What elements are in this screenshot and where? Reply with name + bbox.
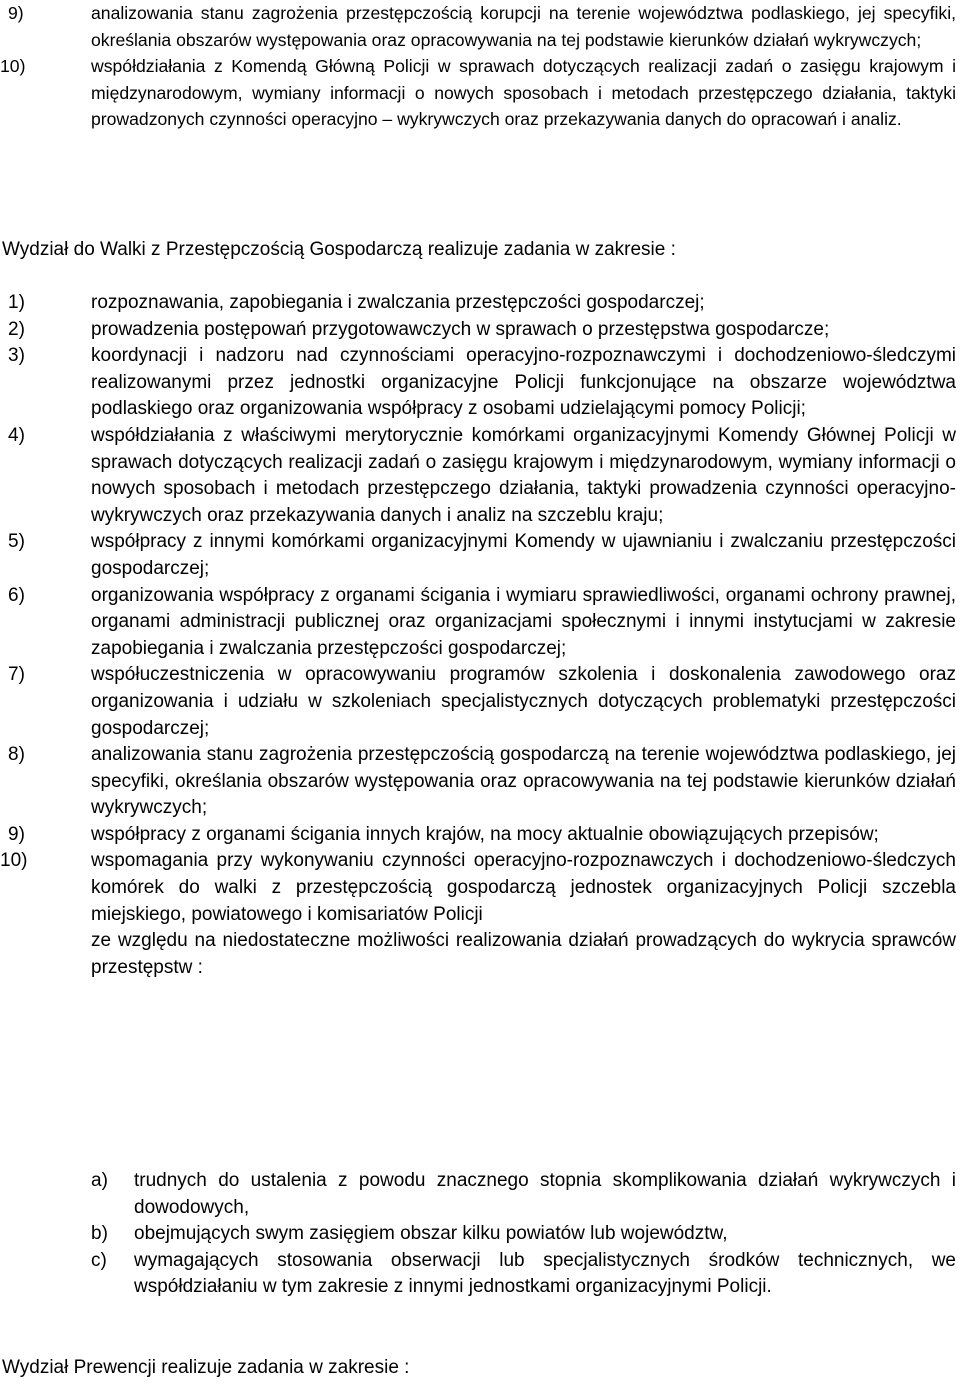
sub-list-item-text: wymagających stosowania obserwacji lub specjalistycznych środków technicznych, we współdziałaniu w tym zakresie z innymi jednostkami organizacyjnymi Policji. xyxy=(134,1249,956,1298)
list-item-text: współdziałania z właściwymi merytorycznie komórkami organizacyjnymi Komendy Głównej Policji w sprawach dotyczących realizacji zadań o zasięgu krajowym i międzynarodowym, wymiany informacji o nowych sposobach i metodach przestępczego działania, taktyki prowadzenia czynności operacyjno-wykrywczych oraz przekazywania danych i analiz na szczeblu kraju; xyxy=(91,424,956,526)
list-item-number: 1) xyxy=(8,292,25,313)
list-item xyxy=(0,742,960,822)
list-item-text: współuczestniczenia w opracowywaniu programów szkolenia i doskonalenia zawodowego oraz organizowania i udziału w szkoleniach specjalistycznych dotyczących problematyki przestępczości gospodarczej; xyxy=(91,664,956,739)
list-item-number: 3) xyxy=(8,345,25,367)
list-item xyxy=(0,343,960,423)
list-item xyxy=(0,662,960,742)
sub-list-item-letter: a) xyxy=(91,1170,108,1191)
sub-item-list xyxy=(0,1168,960,1301)
list-item-number: 8) xyxy=(8,744,25,766)
list-item xyxy=(0,290,960,317)
list-item xyxy=(0,317,960,344)
list-item xyxy=(0,529,960,582)
economic-crime-task-list xyxy=(0,290,960,981)
list-item-number: 10) xyxy=(0,850,28,872)
continuation-paragraph: ze względu na niedostateczne możliwości realizowania działań prowadzących do wykrycia sprawców przestępstw : xyxy=(91,930,956,978)
list-item xyxy=(0,423,960,529)
list-item xyxy=(0,53,960,133)
section-heading-economic-crime: Wydział do Walki z Przestępczością Gospodarczą realizuje zadania w zakresie : xyxy=(2,239,676,260)
sub-list-item-text: obejmujących swym zasięgiem obszar kilku powiatów lub województw, xyxy=(134,1223,728,1245)
list-item xyxy=(0,848,960,928)
list-item-text: wspomagania przy wykonywaniu czynności operacyjno-rozpoznawczych i dochodzeniowo-śledczych komórek do walki z przestępczością gospodarczą jednostek organizacyjnych Policji szczebla miejskiego, powiatowego i komisariatów Policji xyxy=(91,850,956,925)
list-item-number: 7) xyxy=(8,664,25,686)
list-item-number: 2) xyxy=(8,318,25,340)
list-item-text: analizowania stanu zagrożenia przestępczością korupcji na terenie województwa podlaskiego, jej specyfiki, określania obszarów występowania oraz opracowywania na tej podstawie kierunków działań wykrywczych; xyxy=(91,3,956,50)
list-item xyxy=(0,583,960,663)
list-item-text: współpracy z organami ścigania innych krajów, na mocy aktualnie obowiązujących przepisów; xyxy=(91,823,879,845)
list-item xyxy=(0,822,960,849)
list-item-number: 6) xyxy=(8,584,25,606)
list-item-number: 9) xyxy=(8,3,24,23)
list-item xyxy=(0,0,960,53)
list-item-number: 9) xyxy=(8,823,25,845)
list-item-text: prowadzenia postępowań przygotowawczych w sprawach o przestępstwa gospodarcze; xyxy=(91,318,830,340)
list-item-number: 4) xyxy=(8,424,25,446)
list-item-text: współpracy z innymi komórkami organizacyjnymi Komendy w ujawnianiu i zwalczaniu przestępczości gospodarczej; xyxy=(91,531,956,579)
previous-section-list xyxy=(0,0,960,133)
sub-list-item-text: trudnych do ustalenia z powodu znacznego stopnia skomplikowania działań wykrywczych i dowodowych, xyxy=(134,1170,956,1218)
list-item-text: organizowania współpracy z organami ścigania i wymiaru sprawiedliwości, organami ochrony prawnej, organami administracji publicznej oraz organizacjami społecznymi i innymi instytucjami w zakresie zapobiegania i zwalczania przestępczości gospodarczej; xyxy=(91,584,956,659)
list-item-text: analizowania stanu zagrożenia przestępczością gospodarczą na terenie województwa podlaskiego, jej specyfiki, określania obszarów występowania oraz opracowywania na tej podstawie kierunków działań wykrywczych; xyxy=(91,744,956,819)
list-item-number: 5) xyxy=(8,531,25,553)
list-item-number: 10) xyxy=(0,56,26,77)
list-item-text: koordynacji i nadzoru nad czynnościami operacyjno-rozpoznawczymi i dochodzeniowo-śledczymi realizowanymi przez jednostki organizacyjne Policji funkcjonujące na obszarze województwa podlaskiego oraz organizowania współpracy z osobami udzielającymi pomocy Policji; xyxy=(91,345,956,420)
sub-list-item-letter: b) xyxy=(91,1223,108,1245)
sub-list-item xyxy=(0,1168,960,1221)
section-heading-prevention: Wydział Prewencji realizuje zadania w zakresie : xyxy=(2,1357,410,1378)
list-item-text: współdziałania z Komendą Główną Policji w sprawach dotyczących realizacji zadań o zasięgu krajowym i międzynarodowym, wymiany informacji o nowych sposobach i metodach przestępczego działania, taktyki prowadzonych czynności operacyjno – wykrywczych oraz przekazywania danych do opracowań i analiz. xyxy=(91,56,956,130)
sub-list-item xyxy=(0,1221,960,1248)
sub-list-item-letter: c) xyxy=(91,1249,107,1271)
sub-list-item xyxy=(0,1248,960,1301)
list-item-text: rozpoznawania, zapobiegania i zwalczania przestępczości gospodarczej; xyxy=(91,292,705,313)
